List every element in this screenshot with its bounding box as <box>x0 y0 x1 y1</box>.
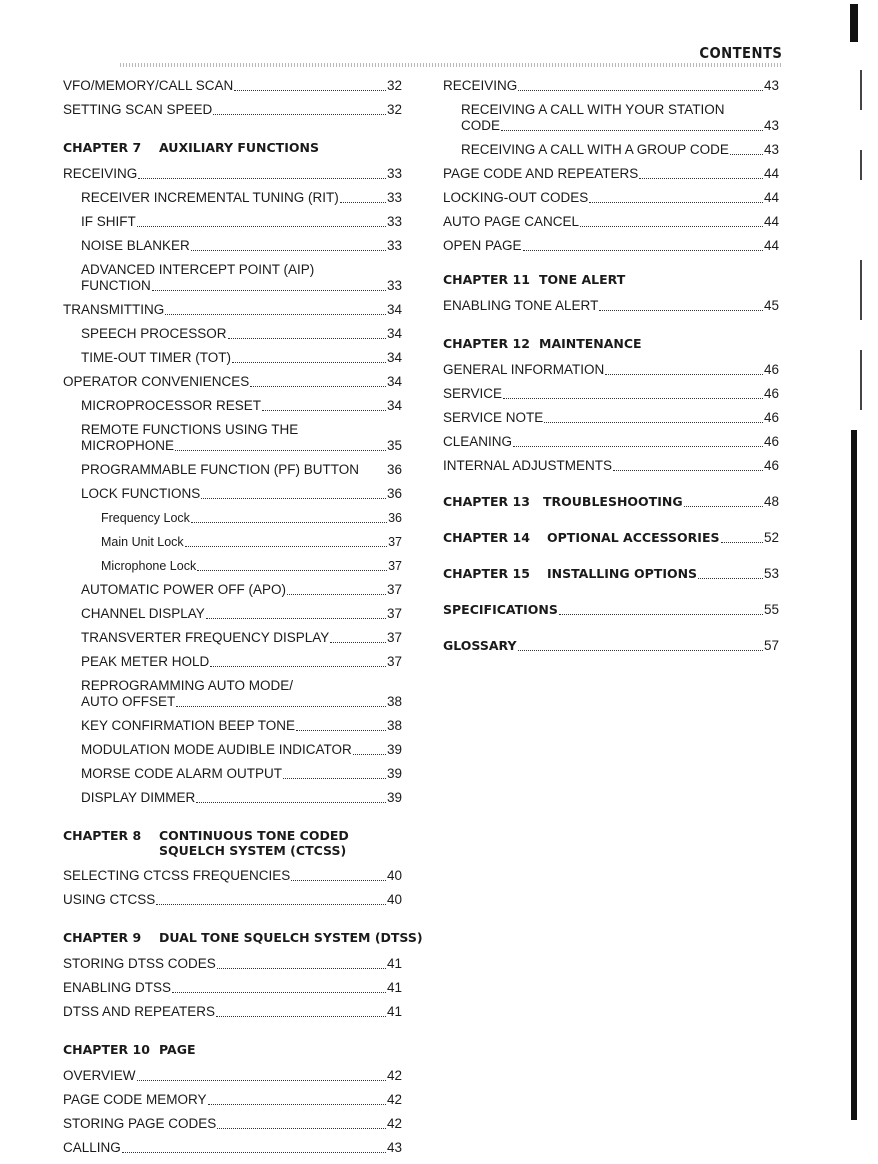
leader-dots <box>217 1118 386 1129</box>
toc-entry-page: 45 <box>763 298 779 313</box>
leader-dots <box>613 460 763 471</box>
leader-dots <box>360 465 386 475</box>
toc-entry-page: 48 <box>763 494 779 509</box>
toc-entry[interactable] <box>63 350 402 366</box>
edge-tick <box>860 260 862 320</box>
leader-dots <box>599 300 763 311</box>
toc-entry[interactable] <box>63 1116 402 1132</box>
toc-entry-page: 43 <box>763 142 779 157</box>
toc-entry-page: 42 <box>386 1116 402 1131</box>
toc-entry-text: AUTOMATIC POWER OFF (APO) <box>81 582 286 597</box>
leader-dots <box>228 328 386 339</box>
toc-entry[interactable] <box>63 582 402 598</box>
edge-bar-top <box>850 4 858 42</box>
toc-entry-text: Main Unit Lock <box>101 535 184 549</box>
chapter-title: TONE ALERT <box>539 272 626 287</box>
toc-entry-page: 46 <box>763 434 779 449</box>
toc-entry[interactable] <box>63 742 402 758</box>
leader-dots <box>330 632 386 643</box>
toc-entry[interactable] <box>443 190 779 206</box>
toc-entry-text: KEY CONFIRMATION BEEP TONE <box>81 718 296 733</box>
toc-entry-page: 33 <box>386 238 402 253</box>
leader-dots <box>137 1070 386 1081</box>
leader-dots <box>639 168 763 179</box>
toc-entry-text: SERVICE <box>443 386 503 401</box>
chapter-heading <box>443 272 779 288</box>
toc-entry[interactable] <box>443 386 779 402</box>
toc-entry[interactable] <box>63 868 402 884</box>
toc-entry-text: AUTO PAGE CANCEL <box>443 214 580 229</box>
chapter-title: AUXILIARY FUNCTIONS <box>159 140 319 155</box>
leader-dots <box>137 216 386 227</box>
toc-entry-text: GENERAL INFORMATION <box>443 362 605 377</box>
leader-dots <box>216 1006 386 1017</box>
toc-entry-text: STORING PAGE CODES <box>63 1116 217 1131</box>
toc-entry[interactable] <box>63 654 402 670</box>
toc-entry-page: 55 <box>763 602 779 617</box>
toc-entry-page: 46 <box>763 386 779 401</box>
toc-entry[interactable] <box>63 374 402 390</box>
toc-entry-text: PAGE CODE MEMORY <box>63 1092 207 1107</box>
toc-entry[interactable] <box>63 302 402 318</box>
chapter-number: CHAPTER 9 <box>63 930 142 945</box>
chapter-entry[interactable] <box>443 566 779 582</box>
toc-entry-text: OPERATOR CONVENIENCES <box>63 374 250 389</box>
toc-entry[interactable] <box>63 606 402 622</box>
toc-entry[interactable] <box>63 214 402 230</box>
leader-dots <box>287 584 386 595</box>
toc-entry-text: SERVICE NOTE <box>443 410 544 425</box>
toc-entry-text: DISPLAY DIMMER <box>81 790 196 805</box>
toc-entry-page: 57 <box>763 638 779 653</box>
toc-entry[interactable] <box>443 214 779 230</box>
chapter-number: CHAPTER 13 <box>443 494 530 509</box>
page-title: CONTENTS <box>698 44 782 62</box>
toc-entry[interactable] <box>63 558 402 574</box>
chapter-number: CHAPTER 15 <box>443 566 530 581</box>
section-title: GLOSSARY <box>443 638 517 653</box>
toc-entry[interactable] <box>443 362 779 378</box>
leader-dots <box>191 240 386 251</box>
toc-entry-page: 36 <box>388 511 402 525</box>
toc-entry-page: 44 <box>763 214 779 229</box>
toc-entry-text: PROGRAMMABLE FUNCTION (PF) BUTTON <box>81 462 360 477</box>
toc-entry-text: AUTO OFFSET <box>81 694 176 709</box>
toc-entry-text: OPEN PAGE <box>443 238 522 253</box>
toc-entry-text: PAGE CODE AND REPEATERS <box>443 166 639 181</box>
toc-entry[interactable] <box>443 142 779 158</box>
chapter-number: CHAPTER 7 <box>63 140 142 155</box>
toc-entry-text: SELECTING CTCSS FREQUENCIES <box>63 868 291 883</box>
toc-entry-text: SPEECH PROCESSOR <box>81 326 227 341</box>
chapter-heading <box>443 336 779 352</box>
leader-dots <box>210 656 386 667</box>
toc-entry-text: Microphone Lock <box>101 559 197 573</box>
chapter-number: CHAPTER 12 <box>443 336 530 351</box>
toc-entry-text: RECEIVING A CALL WITH YOUR STATION <box>461 102 725 117</box>
leader-dots <box>291 870 386 881</box>
toc-entry-text: FUNCTION <box>81 278 151 293</box>
chapter-title: OPTIONAL ACCESSORIES <box>547 530 720 545</box>
leader-dots <box>250 376 386 387</box>
toc-entry-page: 39 <box>386 766 402 781</box>
leader-dots <box>589 192 763 203</box>
toc-entry-page: 35 <box>386 438 402 453</box>
toc-entry-page: 34 <box>386 326 402 341</box>
leader-dots <box>559 604 763 615</box>
toc-entry[interactable] <box>63 980 402 996</box>
toc-entry[interactable] <box>63 486 402 502</box>
leader-dots <box>206 608 386 619</box>
leader-dots <box>721 532 763 543</box>
edge-tick <box>860 150 862 180</box>
toc-entry-text: VFO/MEMORY/CALL SCAN <box>63 78 234 93</box>
toc-entry-text: LOCK FUNCTIONS <box>81 486 201 501</box>
toc-entry-text: USING CTCSS <box>63 892 156 907</box>
section-title: SPECIFICATIONS <box>443 602 558 617</box>
leader-dots <box>191 512 387 523</box>
toc-entry[interactable] <box>63 326 402 342</box>
toc-entry[interactable] <box>63 718 402 734</box>
leader-dots <box>197 560 387 571</box>
leader-dots <box>518 640 763 651</box>
toc-entry-page: 32 <box>386 102 402 117</box>
chapter-entry[interactable] <box>443 530 779 546</box>
toc-entry-text: MICROPROCESSOR RESET <box>81 398 262 413</box>
chapter-title: TROUBLESHOOTING <box>543 494 683 509</box>
chapter-heading <box>63 930 423 946</box>
leader-dots <box>185 536 387 547</box>
leader-dots <box>122 1142 386 1153</box>
toc-entry[interactable] <box>63 956 402 972</box>
toc-entry-page: 39 <box>386 790 402 805</box>
toc-entry[interactable] <box>63 678 402 710</box>
toc-entry[interactable] <box>63 892 402 908</box>
toc-entry-page: 36 <box>386 486 402 501</box>
leader-dots <box>138 168 386 179</box>
leader-dots <box>698 568 763 579</box>
toc-entry-page: 41 <box>386 956 402 971</box>
toc-entry-page: 34 <box>386 374 402 389</box>
chapter-heading <box>63 1042 402 1058</box>
toc-entry-page: 53 <box>763 566 779 581</box>
toc-entry-text: RECEIVING A CALL WITH A GROUP CODE <box>461 142 729 157</box>
leader-dots <box>296 720 386 731</box>
leader-dots <box>152 280 386 291</box>
toc-entry-page: 44 <box>763 238 779 253</box>
glossary-entry[interactable] <box>443 638 779 654</box>
toc-entry[interactable] <box>63 1140 402 1156</box>
toc-entry-text: TRANSMITTING <box>63 302 165 317</box>
leader-dots <box>513 436 763 447</box>
toc-entry-page: 41 <box>386 980 402 995</box>
leader-dots <box>283 768 386 779</box>
toc-entry-page: 37 <box>386 630 402 645</box>
toc-entry[interactable] <box>63 238 402 254</box>
toc-entry-text: STORING DTSS CODES <box>63 956 216 971</box>
chapter-entry[interactable] <box>443 494 779 510</box>
toc-entry-page: 37 <box>386 582 402 597</box>
toc-entry-page: 40 <box>386 892 402 907</box>
leader-dots <box>503 388 763 399</box>
toc-entry-page: 38 <box>386 694 402 709</box>
toc-entry-text: TIME-OUT TIMER (TOT) <box>81 350 231 365</box>
leader-dots <box>605 364 763 375</box>
toc-entry-text: ENABLING TONE ALERT <box>443 298 599 313</box>
leader-dots <box>201 488 386 499</box>
toc-entry-page: 41 <box>386 1004 402 1019</box>
toc-entry-text: CALLING <box>63 1140 121 1155</box>
leader-dots <box>523 240 763 251</box>
leader-dots <box>340 192 386 203</box>
toc-entry-text: DTSS AND REPEATERS <box>63 1004 216 1019</box>
toc-entry-page: 43 <box>763 78 779 93</box>
toc-entry-text: ADVANCED INTERCEPT POINT (AIP) <box>81 262 315 277</box>
edge-bar-main <box>851 430 857 1120</box>
leader-dots <box>544 412 763 423</box>
leader-dots <box>213 104 386 115</box>
toc-entry[interactable] <box>443 166 779 182</box>
toc-entry-page: 42 <box>386 1092 402 1107</box>
toc-entry-text: PEAK METER HOLD <box>81 654 210 669</box>
toc-entry-page: 34 <box>386 398 402 413</box>
toc-entry[interactable] <box>63 166 402 182</box>
toc-entry-text: IF SHIFT <box>81 214 136 229</box>
toc-entry-page: 37 <box>386 654 402 669</box>
toc-entry-page: 37 <box>386 606 402 621</box>
toc-entry-text: Frequency Lock <box>101 511 190 525</box>
toc-entry[interactable] <box>443 238 779 254</box>
toc-entry-page: 44 <box>763 166 779 181</box>
toc-entry[interactable] <box>63 630 402 646</box>
toc-entry[interactable] <box>63 790 402 806</box>
toc-entry-text: CHANNEL DISPLAY <box>81 606 205 621</box>
toc-entry-text: RECEIVING <box>443 78 518 93</box>
toc-entry-page: 36 <box>386 462 402 477</box>
toc-entry[interactable] <box>443 458 779 474</box>
toc-entry-page: 44 <box>763 190 779 205</box>
toc-entry[interactable] <box>63 766 402 782</box>
toc-entry-page: 33 <box>386 214 402 229</box>
toc-entry[interactable] <box>63 1092 402 1108</box>
leader-dots <box>501 120 763 131</box>
toc-entry-text: NOISE BLANKER <box>81 238 190 253</box>
toc-entry[interactable] <box>63 1068 402 1084</box>
chapter-heading <box>63 140 402 156</box>
toc-entry[interactable] <box>443 78 779 94</box>
chapter-title: CONTINUOUS TONE CODED SQUELCH SYSTEM (CTCSS) <box>159 828 349 858</box>
toc-entry-page: 43 <box>386 1140 402 1155</box>
leader-dots <box>208 1094 386 1105</box>
chapter-title: INSTALLING OPTIONS <box>547 566 698 581</box>
leader-dots <box>353 744 386 755</box>
toc-entry-text: ENABLING DTSS <box>63 980 172 995</box>
chapter-title: MAINTENANCE <box>539 336 642 351</box>
toc-entry-page: 46 <box>763 362 779 377</box>
leader-dots <box>176 696 386 707</box>
toc-entry-text: REMOTE FUNCTIONS USING THE <box>81 422 299 437</box>
toc-entry-page: 38 <box>386 718 402 733</box>
chapter-number: CHAPTER 11 <box>443 272 530 287</box>
edge-tick <box>860 350 862 410</box>
toc-entry-text: TRANSVERTER FREQUENCY DISPLAY <box>81 630 330 645</box>
toc-entry-page: 46 <box>763 458 779 473</box>
toc-right-column <box>443 78 779 664</box>
toc-entry[interactable] <box>63 1004 402 1020</box>
toc-entry-text: CODE <box>461 118 501 133</box>
toc-entry[interactable] <box>63 462 402 478</box>
leader-dots <box>156 894 386 905</box>
toc-entry-page: 37 <box>388 559 402 573</box>
toc-entry-text: REPROGRAMMING AUTO MODE/ <box>81 678 294 693</box>
leader-dots <box>518 80 763 91</box>
leader-dots <box>234 80 386 91</box>
toc-entry[interactable] <box>63 534 402 550</box>
toc-left-column <box>63 78 423 1164</box>
toc-entry-page: 34 <box>386 302 402 317</box>
toc-entry-page: 40 <box>386 868 402 883</box>
leader-dots <box>175 440 386 451</box>
leader-dots <box>684 496 763 507</box>
toc-entry-page: 52 <box>763 530 779 545</box>
leader-dots <box>196 792 386 803</box>
leader-dots <box>262 400 386 411</box>
toc-entry[interactable] <box>63 398 402 414</box>
toc-entry-text: INTERNAL ADJUSTMENTS <box>443 458 613 473</box>
chapter-number: CHAPTER 8 <box>63 828 142 843</box>
toc-entry-text: RECEIVER INCREMENTAL TUNING (RIT) <box>81 190 339 205</box>
leader-dots <box>580 216 763 227</box>
toc-entry-text: MODULATION MODE AUDIBLE INDICATOR <box>81 742 352 757</box>
toc-entry-page: 43 <box>763 118 779 133</box>
toc-entry[interactable] <box>443 410 779 426</box>
chapter-heading <box>63 828 402 858</box>
toc-entry-text: OVERVIEW <box>63 1068 136 1083</box>
toc-entry-page: 39 <box>386 742 402 757</box>
leader-dots <box>217 958 386 969</box>
toc-entry[interactable] <box>443 298 779 314</box>
edge-tick <box>860 70 862 110</box>
toc-entry[interactable] <box>443 102 779 134</box>
toc-entry-text: LOCKING-OUT CODES <box>443 190 589 205</box>
leader-dots <box>232 352 386 363</box>
toc-entry-text: SETTING SCAN SPEED <box>63 102 213 117</box>
specifications-entry[interactable] <box>443 602 779 618</box>
toc-entry-page: 33 <box>386 278 402 293</box>
chapter-number: CHAPTER 10 <box>63 1042 150 1057</box>
toc-entry[interactable] <box>63 102 402 118</box>
chapter-title: PAGE <box>159 1042 196 1057</box>
toc-entry[interactable] <box>63 78 402 94</box>
toc-entry-text: CLEANING <box>443 434 513 449</box>
toc-entry[interactable] <box>63 190 402 206</box>
toc-entry[interactable] <box>443 434 779 450</box>
toc-entry-text: MICROPHONE <box>81 438 175 453</box>
chapter-title: DUAL TONE SQUELCH SYSTEM (DTSS) <box>159 930 423 945</box>
header-rule <box>120 63 782 67</box>
toc-entry-page: 32 <box>386 78 402 93</box>
toc-entry[interactable] <box>63 510 402 526</box>
toc-entry[interactable] <box>63 262 402 294</box>
toc-entry-page: 33 <box>386 166 402 181</box>
toc-entry-page: 42 <box>386 1068 402 1083</box>
toc-entry-text: MORSE CODE ALARM OUTPUT <box>81 766 283 781</box>
toc-entry[interactable] <box>63 422 402 454</box>
leader-dots <box>172 982 386 993</box>
toc-entry-page: 37 <box>388 535 402 549</box>
leader-dots <box>165 304 386 315</box>
chapter-number: CHAPTER 14 <box>443 530 530 545</box>
toc-entry-page: 46 <box>763 410 779 425</box>
toc-entry-page: 34 <box>386 350 402 365</box>
toc-entry-page: 33 <box>386 190 402 205</box>
toc-entry-text: RECEIVING <box>63 166 138 181</box>
leader-dots <box>730 144 763 155</box>
